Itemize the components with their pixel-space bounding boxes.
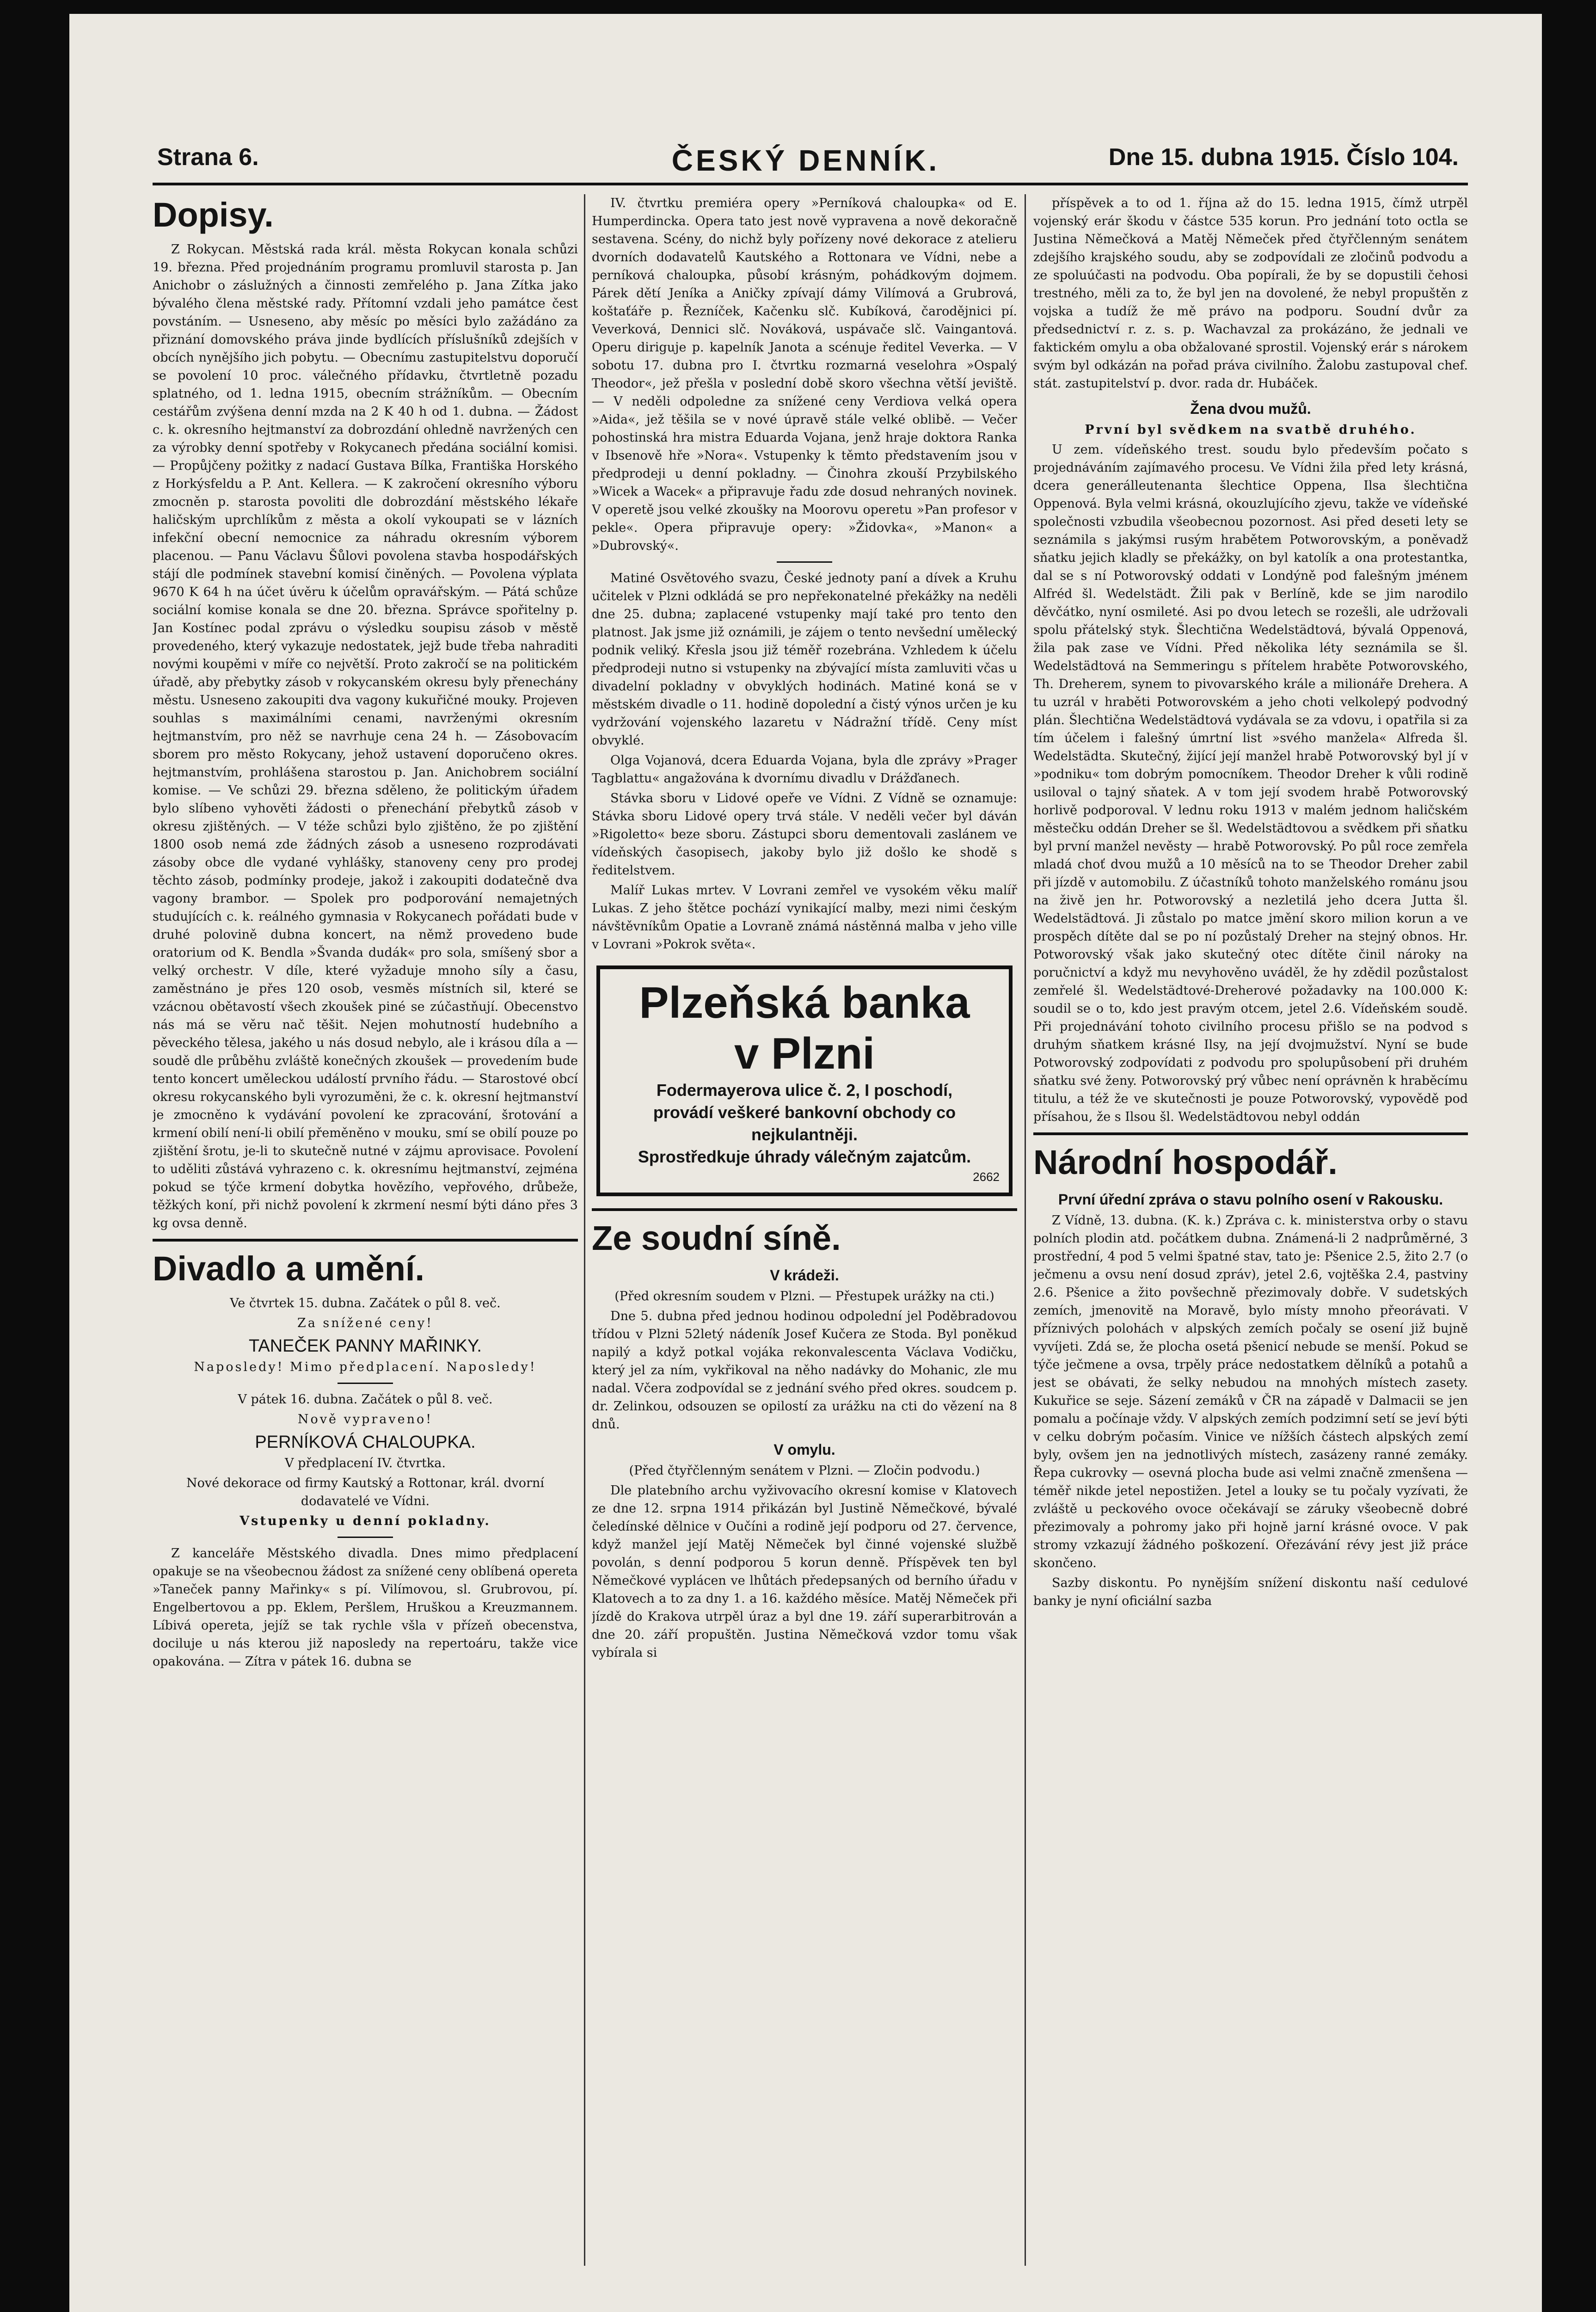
- article-title-osevi: První úřední zpráva o stavu polního osení v Rakousku.: [1058, 1191, 1443, 1208]
- column-1: [153, 194, 578, 2266]
- article-matine: Matiné Osvětového svazu, České jednoty paní a dívek a Kruhu učitelek v Plzni odkládá se pro nepřekonatelné překážky na neděli dne 25. dubna; zaplacené vstupenky mají také pro tento den platnost. Jak jsme již oznámili, je zájem o tento nevšední umělecký podnik veliký. Křesla jsou již téměř rozebrána. Vzhledem k účelu předprodeji nutno si vstupenky na zbývající místa zamluviti včas u divadelní pokladny v obvyklých hodinách. Matiné koná se v městském divadle o 11. hodině dopolední a čistý výnos určen je ku vydržování vojenského lazaretu v Nádražní třídě. Ceny míst obvyklé.: [592, 571, 1017, 748]
- ad-services: provádí veškeré bankovní obchody co nejkulantněji.: [653, 1103, 956, 1144]
- article-subtitle: (Před okresním soudem v Plzni. — Přestupek urážky na cti.): [614, 1289, 994, 1304]
- article-subtitle: První byl svědkem na svatbě druhého.: [1085, 423, 1417, 437]
- program-date-2: V pátek 16. dubna. Začátek o půl 8. več.: [238, 1392, 493, 1407]
- section-title-soud: Ze soudní síně.: [592, 1219, 841, 1257]
- article-title-omyl: V omylu.: [773, 1441, 835, 1458]
- ad-number: 2662: [973, 1170, 1000, 1184]
- article-omyl-continued: příspěvek a to od 1. října až do 15. ledna 1915, čímž utrpěl vojenský erár škodu v částce 535 korun. Pro jednání toto octla se Justina Němečková a Matěj Němeček před čtyřčlenným senátem zdejšího krajského soudu, aby se zodpovídali ze zločinů podvodu a ze spoluúčasti na podvodu. Oba popírali, že by se dopustili čehosi trestného, měli za to, že byl jen na dovolené, že nebyl propuštěn z vojska a tudíž že mě právo na podporu. Soudní dvůr za předsednictví r. z. s. p. Wachavzal za prokázáno, že jednali ve faktickém omylu a oba obžalované sprostil. Vojenský erár s nárokem svým byl odkázán na pořad práva civilního. Žalobu zastupoval chef. stát. zastupitelství p. dvor. rada dr. Hubáček.: [1033, 196, 1468, 391]
- bank-advertisement: [596, 965, 1013, 1196]
- column-3: [1033, 194, 1468, 2266]
- program-play-title: TANEČEK PANNY MAŘINKY.: [249, 1336, 482, 1356]
- newspaper-page: [69, 14, 1542, 2312]
- ad-city: v Plzni: [734, 1029, 875, 1078]
- divider: [777, 561, 832, 563]
- section-divider: [1033, 1132, 1468, 1135]
- column-rule: [1025, 194, 1026, 2266]
- section-title-divadlo: Divadlo a umění.: [153, 1249, 425, 1288]
- article-title-kradez: V krádeži.: [770, 1267, 839, 1284]
- article-title-zena: Žena dvou mužů.: [1190, 400, 1311, 417]
- program-note: Za snížené ceny!: [297, 1316, 434, 1330]
- page-number: Strana 6.: [157, 144, 259, 171]
- article-omyl: Dle platebního archu vyživovacího okresní komise v Klatovech ze dne 12. srpna 1914 přikázán byl Justině Němečkové, bývalé čeledínské dělnice v Oučíni a rodině její podporu od 27. července, když manžel její Matěj Němeček byl činné vojenské službě povolán, s denní podporou 5 korun denně. Příspěvek ten byl Němečkové vyplácen ve lhůtách předepsaných od berního úřadu v Klatovech a to za dny 1. a 16. každého měsíce. Matěj Němeček při jízdě do Krakova utrpěl úraz a byl dne 19. září superarbitrován a dne 20. září propuštěn. Justina Němečková vzdor tomu však vybírala si: [592, 1483, 1017, 1660]
- program-note: V předplacení IV. čtvrtka.: [285, 1456, 446, 1470]
- section-title-hospodar: Národní hospodář.: [1033, 1143, 1338, 1181]
- program-play-title: PERNÍKOVÁ CHALOUPKA.: [255, 1433, 476, 1452]
- article-kradez: Dne 5. dubna před jednou hodinou odpolední jel Poděbradovou třídou v Plzni 52letý nádeník Josef Kučera ze Stoda. Byl poněkud napilý a když potkal vojáka rekonvalescenta Václava Vodičku, který jel za ním, vykřikoval na něho nadávky do Mohanic, zle mu nadal. Včera zodpovídal se z jednání svého před okres. soudcem p. dr. Zelinkou, odsouzen se opilostí za urážku na cti do vězení na 8 dnů.: [592, 1309, 1017, 1432]
- column-2: [592, 194, 1017, 2266]
- article-stavka: Stávka sboru v Lidové opeře ve Vídni. Z Vídně se oznamuje: Stávka sboru Lidové opery trvá stále. V neděli večer byl dáván »Rigoletto« beze sboru. Zástupci sboru dementovali zaslánem ve vídeňských časopisech, jakoby bylo již došlo ke shodě s ředitelstvem.: [592, 791, 1017, 878]
- section-divider: [153, 1239, 578, 1242]
- issue-date: Dne 15. dubna 1915. Číslo 104.: [1108, 144, 1459, 171]
- article-zena: U zem. vídeňského trest. soudu bylo především počato s projednáváním zajímavého procesu. Ve Vídni žila před lety krásná, dcera generálleutenanta šlechtice Oppena, Ilsa šlechtična Oppenová. Byla velmi krásná, okouzlujícího zjevu, takže ve vídeňské společnosti vzbudila všeobecnou pozornost. Asi před deseti lety se seznámila s jakýmsi rusým hrabětem Potworovským, a poněvadž sňatku jejich kladly se překážky, on byl katolík a ona protestantka, dal se s ní Potworovský oddati v Londýně pod falešným jménem Alfréd šl. Wedelstädt. Žili pak v Berlíně, kde se jim narodilo děvčátko, nyní osmileté. Asi po dvou letech se rozešli, ale udržovali spolu přátelský styk. Šlechtična Wedelstädtová, bývalá Oppenová, žila pak zase ve Vídni. Před několika léty seznámila se šl. Wedelstädtová na Semmeringu s přítelem hraběte Potworovského, Th. Dreherem, synem to pivovarského krále a milionáře Drehera. A tu uzrál v hraběti Potworovském a jeho choti velkolepý podvodný plán. Šlechtična Wedelstädtová vydávala se za vdovu, i opatřila si za tím účelem i falešný úmrtní list »svého manžela« Alfreda šl. Wedelstädta. Skutečný, žijící její manžel hrabě Potworovský byl jí v »podniku« tom dobrým pomocníkem. Theodor Dreher k vůli rodině usiloval o tajný sňatek. A v tom její svodem hrabě Potworovský horlivě podporoval. V lednu roku 1913 v malém jednom haličském městečku oddán Dreher se šl. Wedelstädtovou a svědkem při sňatku byl první manžel nevěsty — hrabě Potworovský. Po půl roce zemřela mladá choť dvou mužů a 10 měsíců na to se Theodor Dreher zabil při jízdě v automobilu. Z účastníků tohoto manželského románu jsou na živě jen hr. Potworovský a nezletilá jeho dcera Jutta šl. Wedelstädtová. Ji zůstalo po matce jmění skoro milion korun a ve prospěch dítěte dal se po ní pozůstalý Dreher na stejný obnos. Hr. Potworovský však jako skutečný otec dítěte činil nároky na poručnictví a když mu nevyhověno uváděl, že hy zdědil pozůstalost zemřelé šl. Wedelstädtové-Dreherové požadavky na 100.000 K: soudil se o to, kdo jest pravým otcem, jetel 2.6. Vídeňském soudě. Při projednávání tohoto civilního procesu přišlo se na podvod s druhým sňatkem krásné Ilsy, na její dvojmužství. Nyní se bude Potworovský zodpovídati z podvodu pro spolupůsobení při druhém sňatku své ženy. Potworovský prý vůbec není oprávněn k hraběcímu titulu, a též že ve skutečnosti je pouze Potworovský, vypovědě pod přísahou, že s Ilsou šl. Wedelstädtovou nebyl oddán: [1033, 443, 1468, 1124]
- article-subtitle: (Před čtyřčlenným senátem v Plzni. — Zločin podvodu.): [629, 1463, 980, 1478]
- program-note: Vstupenky u denní pokladny.: [239, 1514, 491, 1528]
- ad-services-2: Sprostředkuje úhrady válečným zajatcům.: [638, 1147, 971, 1166]
- divider: [338, 1383, 393, 1384]
- program-date-1: Ve čtvrtek 15. dubna. Začátek o půl 8. več.: [230, 1296, 501, 1310]
- program-note: Nově vypraveno!: [297, 1412, 433, 1427]
- program-note: Naposledy! Mimo předplacení. Naposledy!: [194, 1360, 537, 1374]
- column-rule: [584, 194, 585, 2266]
- article-sazby: Sazby diskontu. Po nynějším snížení diskontu naší cedulové banky je nyní oficiální sazba: [1033, 1576, 1468, 1608]
- header-rule: [153, 183, 1468, 185]
- article-kancelar: Z kanceláře Městského divadla. Dnes mimo předplacení opakuje se na všeobecnou žádost za snížené ceny oblíbená opereta »Taneček panny Mařinky« s pí. Vilímovou, sl. Grubrovou, pí. Engelbertovou a pp. Eklem, Peršlem, Hruškou a Kreuzmannem. Líbivá opereta, jejíž se tak rychle všla v přízeň obecenstva, dociluje u nás kterou již naposledy na repertoáru, takže vice opakována. — Zítra v pátek 16. dubna se: [153, 1546, 578, 1669]
- article-olga: Olga Vojanová, dcera Eduarda Vojana, byla dle zprávy »Prager Tagblattu« angažována k dvornímu divadlu v Drážďanech.: [592, 753, 1017, 786]
- ad-address: Fodermayerova ulice č. 2, I poschodí,: [656, 1081, 953, 1100]
- ad-title: Plzeňská banka: [639, 978, 970, 1027]
- section-divider: [592, 1208, 1017, 1211]
- section-title-dopisy: Dopisy.: [153, 196, 274, 234]
- masthead-title: ČESKÝ DENNÍK.: [671, 144, 940, 177]
- article-rokycany: Z Rokycan. Městská rada král. města Rokycan konala schůzi 19. března. Před projednáním programu promluvil starosta p. Jan Anichobr o záslužných a činnosti zemřelého p. Jana Zítka jako bývalého člena městské rady. Přítomní vzdali jeho památce čest povstáním. — Usneseno, aby měsíc po měsíci bylo zažádáno za přiznání domovského práva jinde bydlících příslušníků zdejších v obcích nynějšího jich pobytu. — Obecnímu zastupitelstvu doporučí se povolení 10 proc. válečného přídavku, čtvrtletně pozadu splatného, od 1. ledna 1915, obecním strážníkům. — Obecním cestářům zvýšena denní mzda na 2 K 40 h od 1. dubna. — Žádost c. k. okresního hejtmanství za dobrozdání ohledně navržených cen za výrobky denní spotřeby v Rokycanech předána sociální komisi. — Propůjčeny požitky z nadací Gustava Bílka, Františka Horského z Horkýsfeldu a P. Ant. Kellera. — K zakročení okresního výboru zmocněn p. starosta povoliti dle dobrozdání městského lékaře haličským uprchlíkům z města a okolí vykoupati se v lázních infekční obecní nemocnice za náhradu okresním výborem placenou. — Panu Václavu Šůlovi povolena stavba hospodářských stájí dle podmínek stavební komisí činěných. — Povolena výplata 9670 K 64 h na účet úvěru k účelům opravářským. — Pátá schůze sociální komise konala se dne 20. března. Správce spořitelny p. Jan Kostínec podal zprávu o výsledku soupisu zásob v městě provedeného, který vykazuje nedostatek, jejž bude třeba nahraditi novými koupěmi v míře co největší. Proto zakročí se na politickém úřadě, aby přebytky zásob v rokycanském okresu byly přenechány městu. Usneseno zakoupiti dva vagony kukuřičné mouky. Projeven souhlas s maximálními cenami, navrženými okresním hejtmanstvím, pro něž se navrhuje cena 24 h. — Zásobovacím sborem pro město Rokycany, jehož ustavení doporučeno okres. hejtmanstvím, prohlášena starostou p. Jan. Anichobrem sociální komise. — Ve schůzi 29. března sděleno, že politickým úřadem bylo slíbeno vyhověti žádosti o přenechání přebytků zásob v okresu zjištěných. — V téže schůzi bylo zjištěno, že po zjištění 1800 osob nemá zde žádných zásob a usneseno rozprodávati zásoby obce dle vydané vyhlášky, stanoveny ceny pro prodej těchto zásob, podmínky prodeje, jakož i zakoupiti dodatečně dva vagony brambor. — Spolek pro podporování nemajetných studujících c. k. reálného gymnasia v Rokycanech pořádati bude v druhé polovině dubna koncert, na němž provedeno bude oratorium od K. Bendla »Švanda dudák« pro sola, smíšený sbor a velký orchestr. V díle, které vyžaduje mnoho síly a času, zaměstnáno je přes 120 osob, vesměs místních sil, které se vzácnou obětavostí všech zkoušek piné se zúčastňují. Obecenstvo nás má se věru nač těšit. Nejen mohutností hudebního a pěveckého tělesa, jakého u nás dosud nebylo, ale i krásou díla a — soudě dle průběhu zvláště konečných zkoušek — provedením bude tento koncert uměleckou událostí prvního řádu. — Starostové obcí okresu rokycanského byli vyrozuměni, že c. k. okresní hejtmanství je zmocněno k vydávání povolení ke zpracování, šrotování a krmení obilí není-li obilí přeměněno v mouku, smí se obilí pouze po zjištění šrotu, je-li to skutečně nutné v zájmu aprovisace. Povolení to uděliti zůstává vyhrazeno c. k. okresnímu hejtmanství, zejména pokud se týče krmení dobytka hovězího, vepřového, drůbeže, těžkých koní, při nichž povolení k zkrmení nesmí býti dáno přes 3 kg ovsa denně.: [153, 242, 578, 1230]
- program-note: Nové dekorace od firmy Kautský a Rottonar, král. dvorní dodavatelé ve Vídni.: [186, 1476, 544, 1508]
- divider: [338, 1537, 393, 1538]
- article-osevi: Z Vídně, 13. dubna. (K. k.) Zpráva c. k. ministerstva orby o stavu polních plodin atd. počátkem dubna. Známená-li 2 nadprůměrné, 3 prostřední, 4 pod 5 velmi špatné stav, tato je: Pšenice 2.5, žito 2.7 (o ječmenu a ovsu není dosud zpráv), jetel 2.6, vojtěška 2.4, pastviny 2.6. Pšenice a žito povšechně přezimovaly dobře. V sudetských zemích, jmenovitě na Moravě, bylo místy mnoho přeorávati. V příznivých polohách v alpských zemích počaly se osení již bujně vyvíjeti. Zdá se, že plocha osetá pšenicí nebude se menší. Pokud se týče ječmene a ovsa, trpěly práce nedostatkem dělníků a potahů a jest se obávati, že selky nebudou na mnohých místech zasety. Kukuřice se seje. Sázení zemáků v ČR na západě v Dalmacii se jen pomalu a počínaje vždy. V alpských zemích podzimní setí se jeví býti v celku dobrým počasím. Vinice ve nížších částech alpských zemí byly, ovšem jen na jednotlivých místech, zasázeny ranné zemáky. Řepa cukrovky — osevná plocha bude asi velmi značně zmenšena — téměř nikde jetel nepostižen. Jetel a louky se tu počaly vyzívati, že zvláště u peckového ovoce očekávají se záruky všeobecně dobré přezimovaly a pohromy jako při hojně jarní krásné ovoce. V pak stromy vzkazují žádného poškození. Ořezávání révy jest již práce skončeno.: [1033, 1213, 1468, 1570]
- article-malir: Malíř Lukas mrtev. V Lovrani zemřel ve vysokém věku malíř Lukas. Z jeho štětce pochází vynikající malby, mezi nimi českým návštěvníkům Opatie a Lovraně známá nástěnná malba v jeho ville v Lovrani »Pokrok světa«.: [592, 883, 1017, 952]
- article-opera: IV. čtvrtku premiéra opery »Perníková chaloupka« od E. Humperdincka. Opera tato jest nově vypravena a nově dekoračně sestavena. Scény, do nichž byly pořízeny nové dekorace z atelieru dvorních dodavatelů Kautského a Rottonara ve Vídni, nebe a perníková chaloupka, působí krásným, pohádkovým dojmem. Párek dětí Jeníka a Aničky zpívají dámy Vilímová a Grubrová, koštaťáře p. Řezníček, Kačenku slč. Kubíková, čarodějnici pí. Veverková, Dennici slč. Nováková, uspávače slč. Vaingantová. Operu diriguje p. kapelník Janota a scénuje ředitel Veverka. — V sobotu 17. dubna pro I. čtvrtku rozmarná veselohra »Ospalý Theodor«, jež přešla v poslední době skoro všechna větší jeviště. — V neděli odpoledne za snížené ceny Verdiova velká opera »Aida«, jež těšila se v nové úpravě stále velké oblibě. — Večer pohostinská hra mistra Eduarda Vojana, jenž hraje doktora Ranka v Ibsenově hře »Nora«. Vstupenky k těmto představením jsou v předprodeji u denní pokladny. — Činohra zkouší Przybilského »Wicek a Wacek« a připravuje řadu zde dosud nehraných novinek. V operetě jsou velké zkoušky na Moorovu operetu »Pan profesor v pekle«. Opera připravuje opery: »Židovka«, »Manon« a »Dubrovský«.: [592, 196, 1017, 553]
